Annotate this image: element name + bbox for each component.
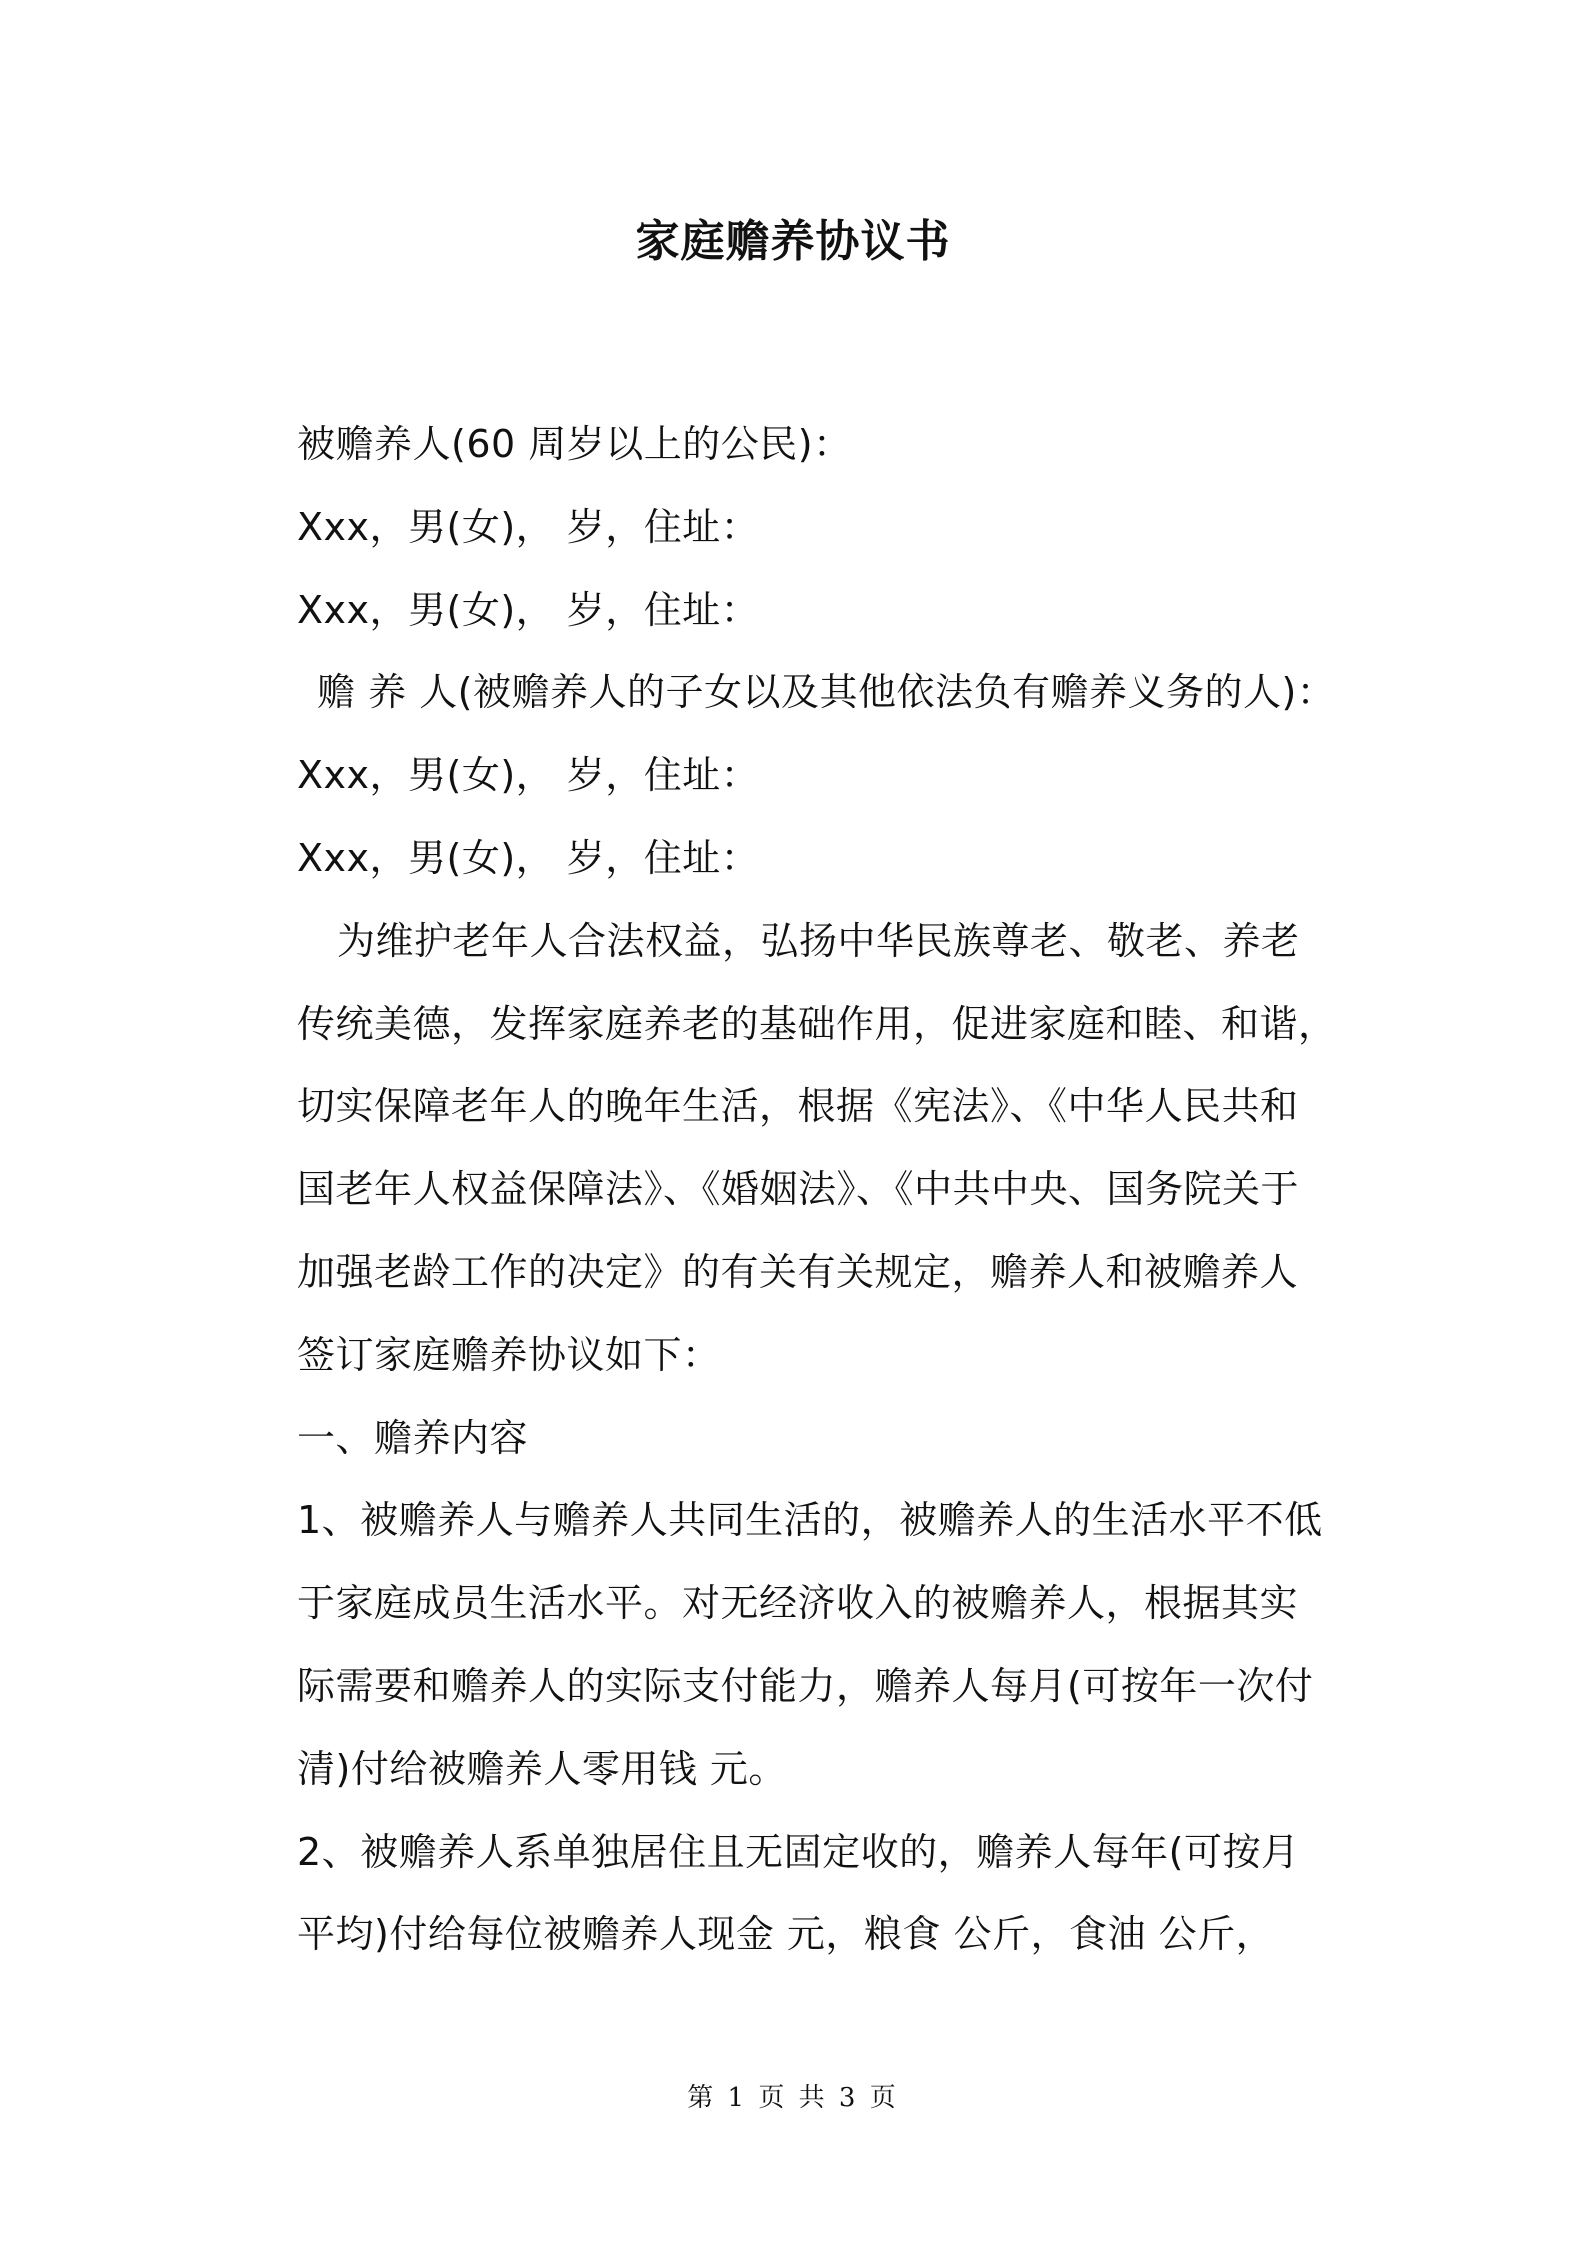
section-heading: 一、赡养内容 — [297, 1415, 529, 1460]
text-line: 2、被赡养人系单独居住且无固定收的，赡养人每年(可按月 — [297, 1829, 1300, 1874]
text-line: 清)付给被赡养人零用钱 元。 — [297, 1746, 787, 1791]
page-number-footer: 第 1 页 共 3 页 — [687, 2083, 899, 2113]
text-line: Xxx，男(女)， 岁，住址： — [297, 587, 760, 632]
document-title: 家庭赡养协议书 — [635, 216, 951, 267]
text-line: 于家庭成员生活水平。对无经济收入的被赡养人，根据其实 — [297, 1581, 1299, 1626]
text-line: 加强老龄工作的决定》的有关有关规定，赡养人和被赡养人 — [297, 1249, 1299, 1294]
text-line: 国老年人权益保障法》、《婚姻法》、《中共中央、国务院关于 — [297, 1167, 1300, 1212]
text-line: 签订家庭赡养协议如下： — [297, 1332, 721, 1377]
text-line: 为维护老年人合法权益，弘扬中华民族尊老、敬老、养老 — [337, 918, 1300, 963]
text-line: Xxx，男(女)， 岁，住址： — [297, 504, 760, 549]
text-line: 赡 养 人(被赡养人的子女以及其他依法负有赡养义务的人)： — [317, 670, 1336, 715]
text-line: 际需要和赡养人的实际支付能力，赡养人每月(可按年一次付 — [297, 1663, 1314, 1708]
text-line: 切实保障老年人的晚年生活，根据《宪法》、《中华人民共和 — [297, 1084, 1299, 1129]
text-line: 平均)付给每位被赡养人现金 元，粮食 公斤，食油 公斤， — [297, 1912, 1275, 1957]
text-line: 被赡养人(60 周岁以上的公民)： — [297, 422, 852, 466]
text-line: 1、被赡养人与赡养人共同生活的，被赡养人的生活水平不低 — [297, 1498, 1323, 1543]
text-line: Xxx，男(女)， 岁，住址： — [297, 753, 760, 798]
document-body — [297, 403, 1357, 1976]
text-line: Xxx，男(女)， 岁，住址： — [297, 835, 760, 880]
text-line: 传统美德，发挥家庭养老的基础作用，促进家庭和睦、和谐， — [297, 1001, 1337, 1046]
